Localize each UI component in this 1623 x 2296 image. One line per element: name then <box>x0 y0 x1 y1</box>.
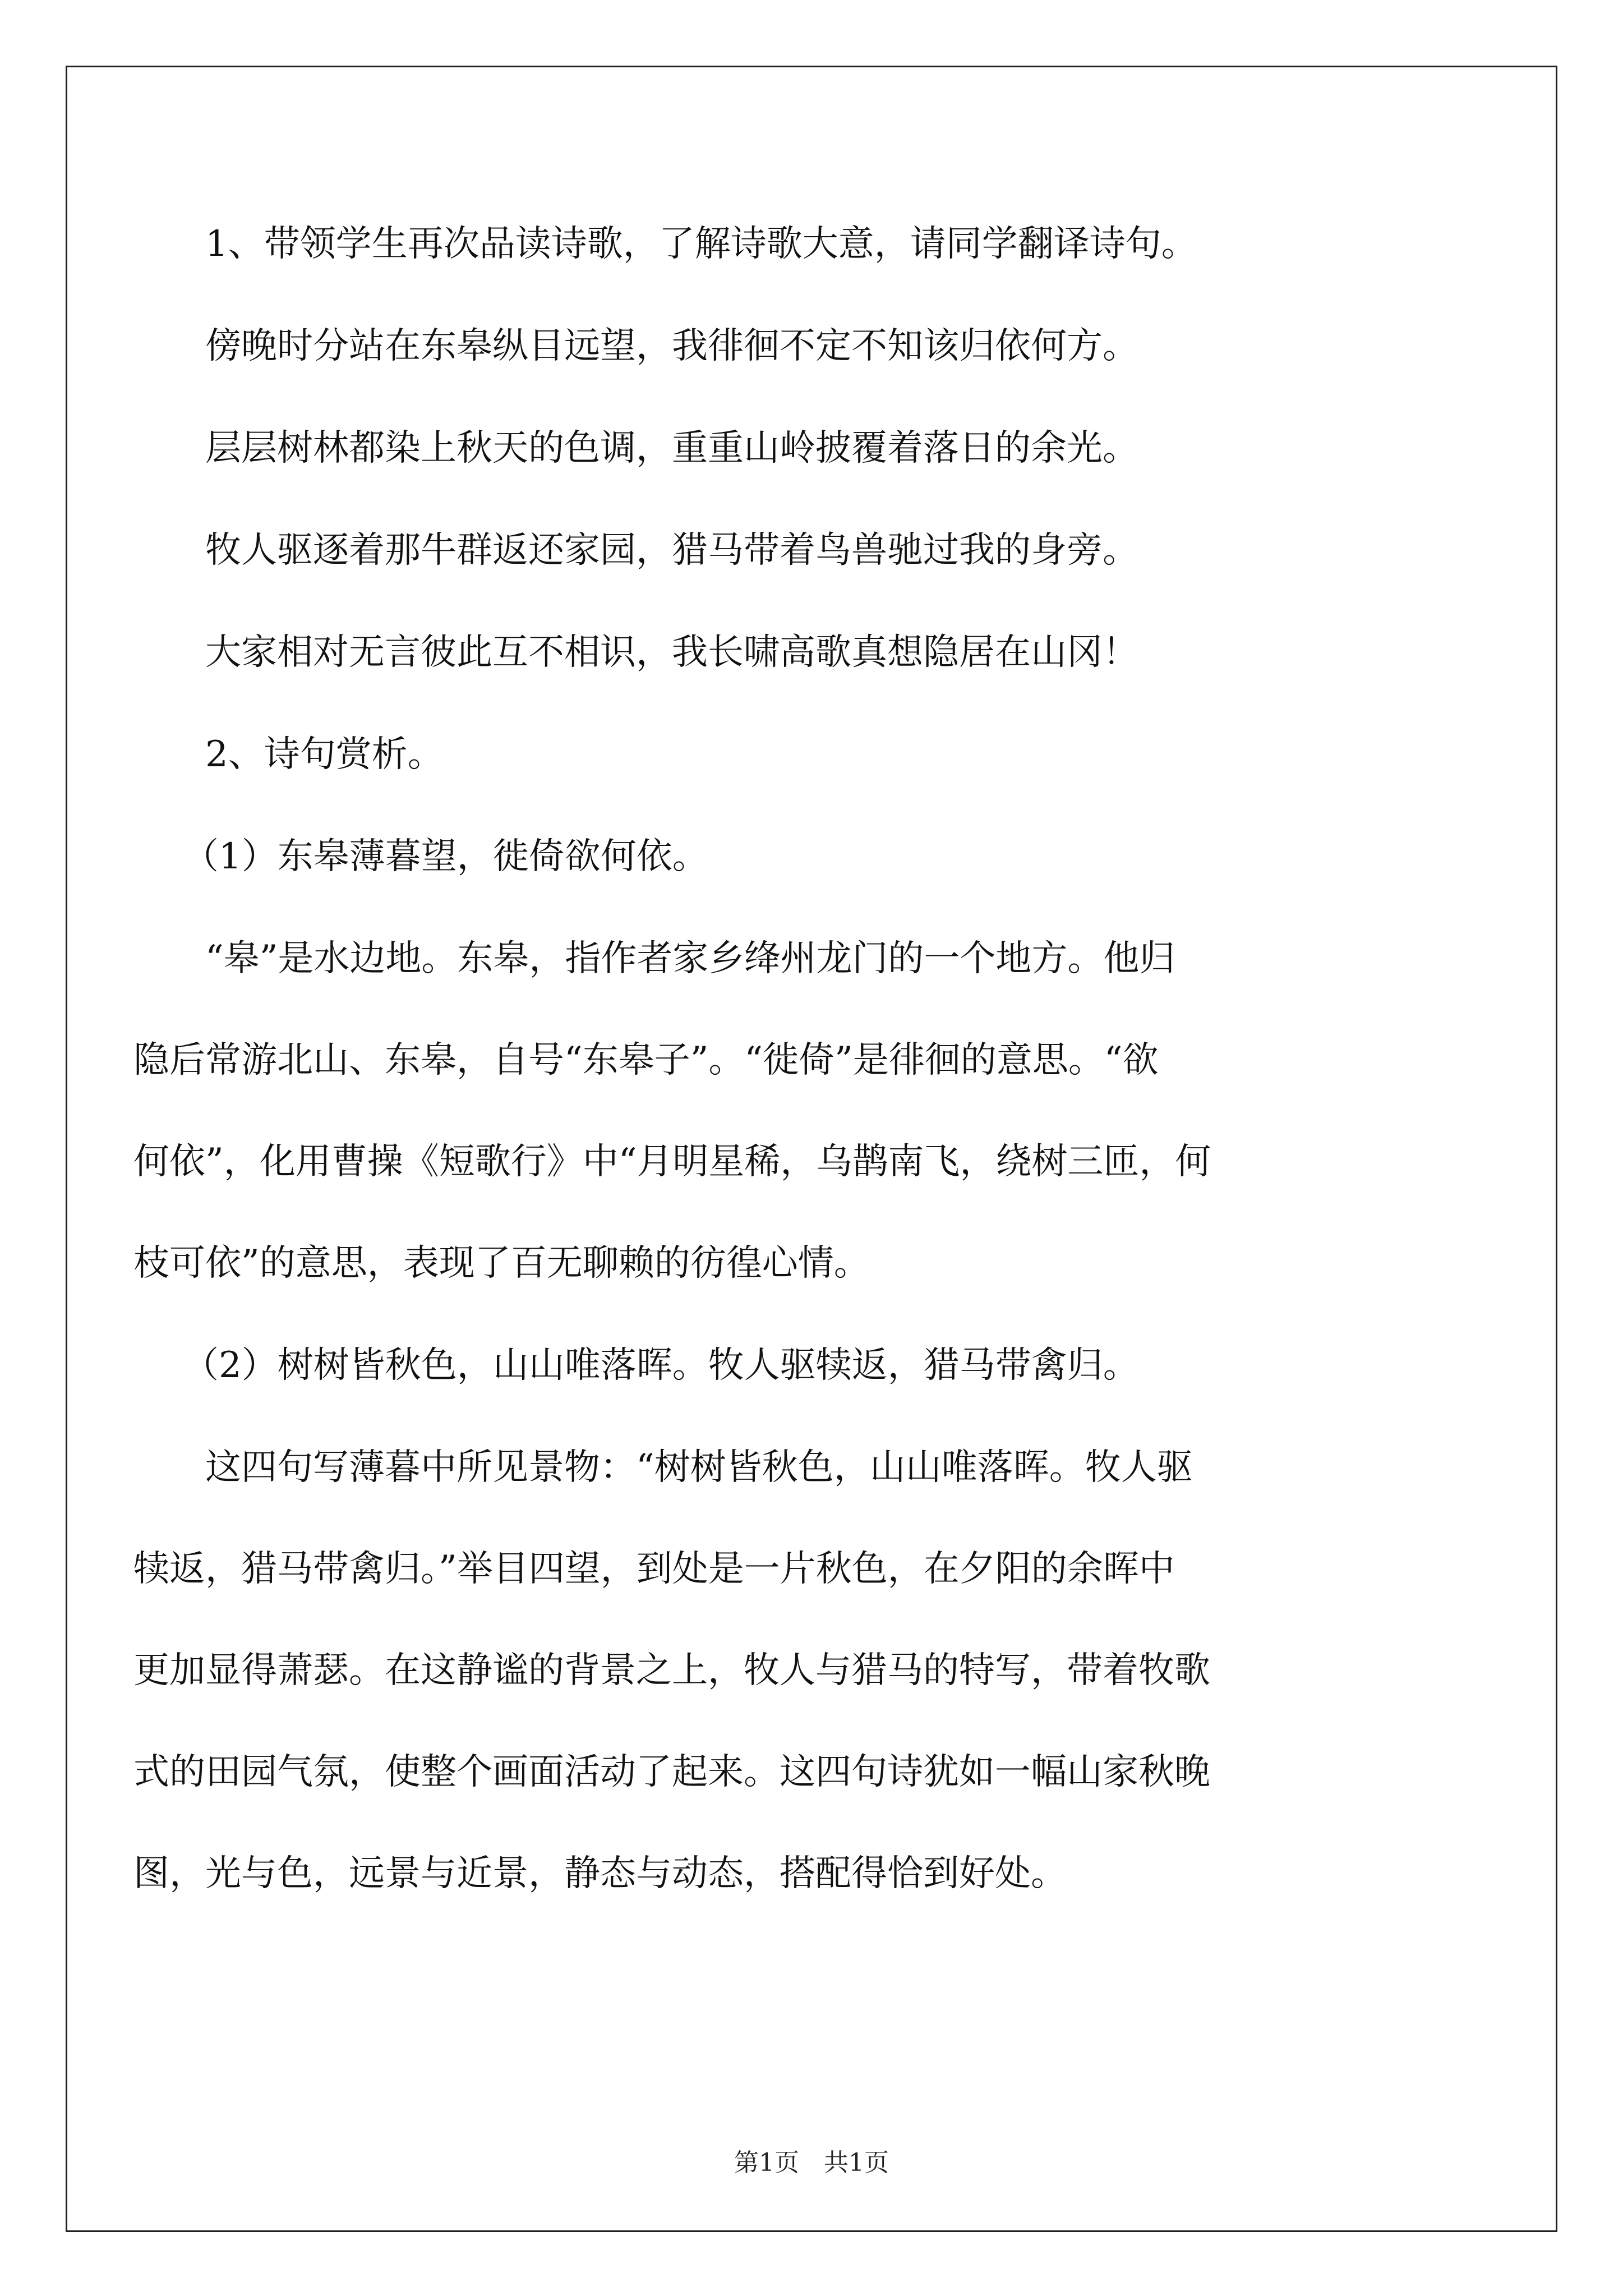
paragraph-line: “皋”是水边地。东皋，指作者家乡绛州龙门的一个地方。他归 <box>205 938 1175 979</box>
document-body <box>133 90 1429 1950</box>
paragraph-line: 何依”，化用曹操《短歌行》中“月明星稀，乌鹊南飞，绕树三匝，何 <box>133 1141 1211 1182</box>
paragraph-step-1: 1、带领学生再次品读诗歌，了解诗歌大意，请同学翻译诗句。 <box>205 223 1197 265</box>
subheading-2: （2）树树皆秋色，山山唯落晖。牧人驱犊返，猎马带禽归。 <box>183 1345 1139 1386</box>
translation-line-2: 层层树林都染上秋天的色调，重重山岭披覆着落日的余光。 <box>205 427 1138 469</box>
paragraph-scene-analysis <box>133 1442 1429 1899</box>
paragraph-line: 式的田园气氛，使整个画面活动了起来。这四句诗犹如一幅山家秋晚 <box>133 1751 1210 1793</box>
translation-line-1: 傍晚时分站在东皋纵目远望，我徘徊不定不知该归依何方。 <box>205 325 1138 367</box>
paragraph-line: 枝可依”的意思，表现了百无聊赖的彷徨心情。 <box>133 1243 870 1284</box>
page-footer <box>0 2147 1623 2179</box>
paragraph-line: 隐后常游北山、东皋，自号“东皋子”。“徙倚”是徘徊的意思。“欲 <box>133 1039 1159 1081</box>
translation-line-4: 大家相对无言彼此互不相识，我长啸高歌真想隐居在山冈！ <box>205 632 1138 673</box>
paragraph-line: 犊返，猎马带禽归。”举目四望，到处是一片秋色，在夕阳的余晖中 <box>133 1548 1175 1590</box>
paragraph-gao-explanation <box>133 933 1429 1289</box>
paragraph-line: 这四句写薄暮中所见景物：“树树皆秋色，山山唯落晖。牧人驱 <box>205 1447 1193 1488</box>
paragraph-line: 更加显得萧瑟。在这静谧的背景之上，牧人与猎马的特写，带着牧歌 <box>133 1650 1210 1691</box>
page-total: 共1页 <box>824 2148 889 2177</box>
paragraph-step-2: 2、诗句赏析。 <box>205 734 444 775</box>
paragraph-line: 图，光与色，远景与近景，静态与动态，搭配得恰到好处。 <box>133 1853 1067 1894</box>
page-number: 第1页 <box>734 2148 799 2177</box>
subheading-1: （1）东皋薄暮望，徙倚欲何依。 <box>183 836 708 877</box>
translation-line-3: 牧人驱逐着那牛群返还家园，猎马带着鸟兽驰过我的身旁。 <box>205 530 1138 571</box>
